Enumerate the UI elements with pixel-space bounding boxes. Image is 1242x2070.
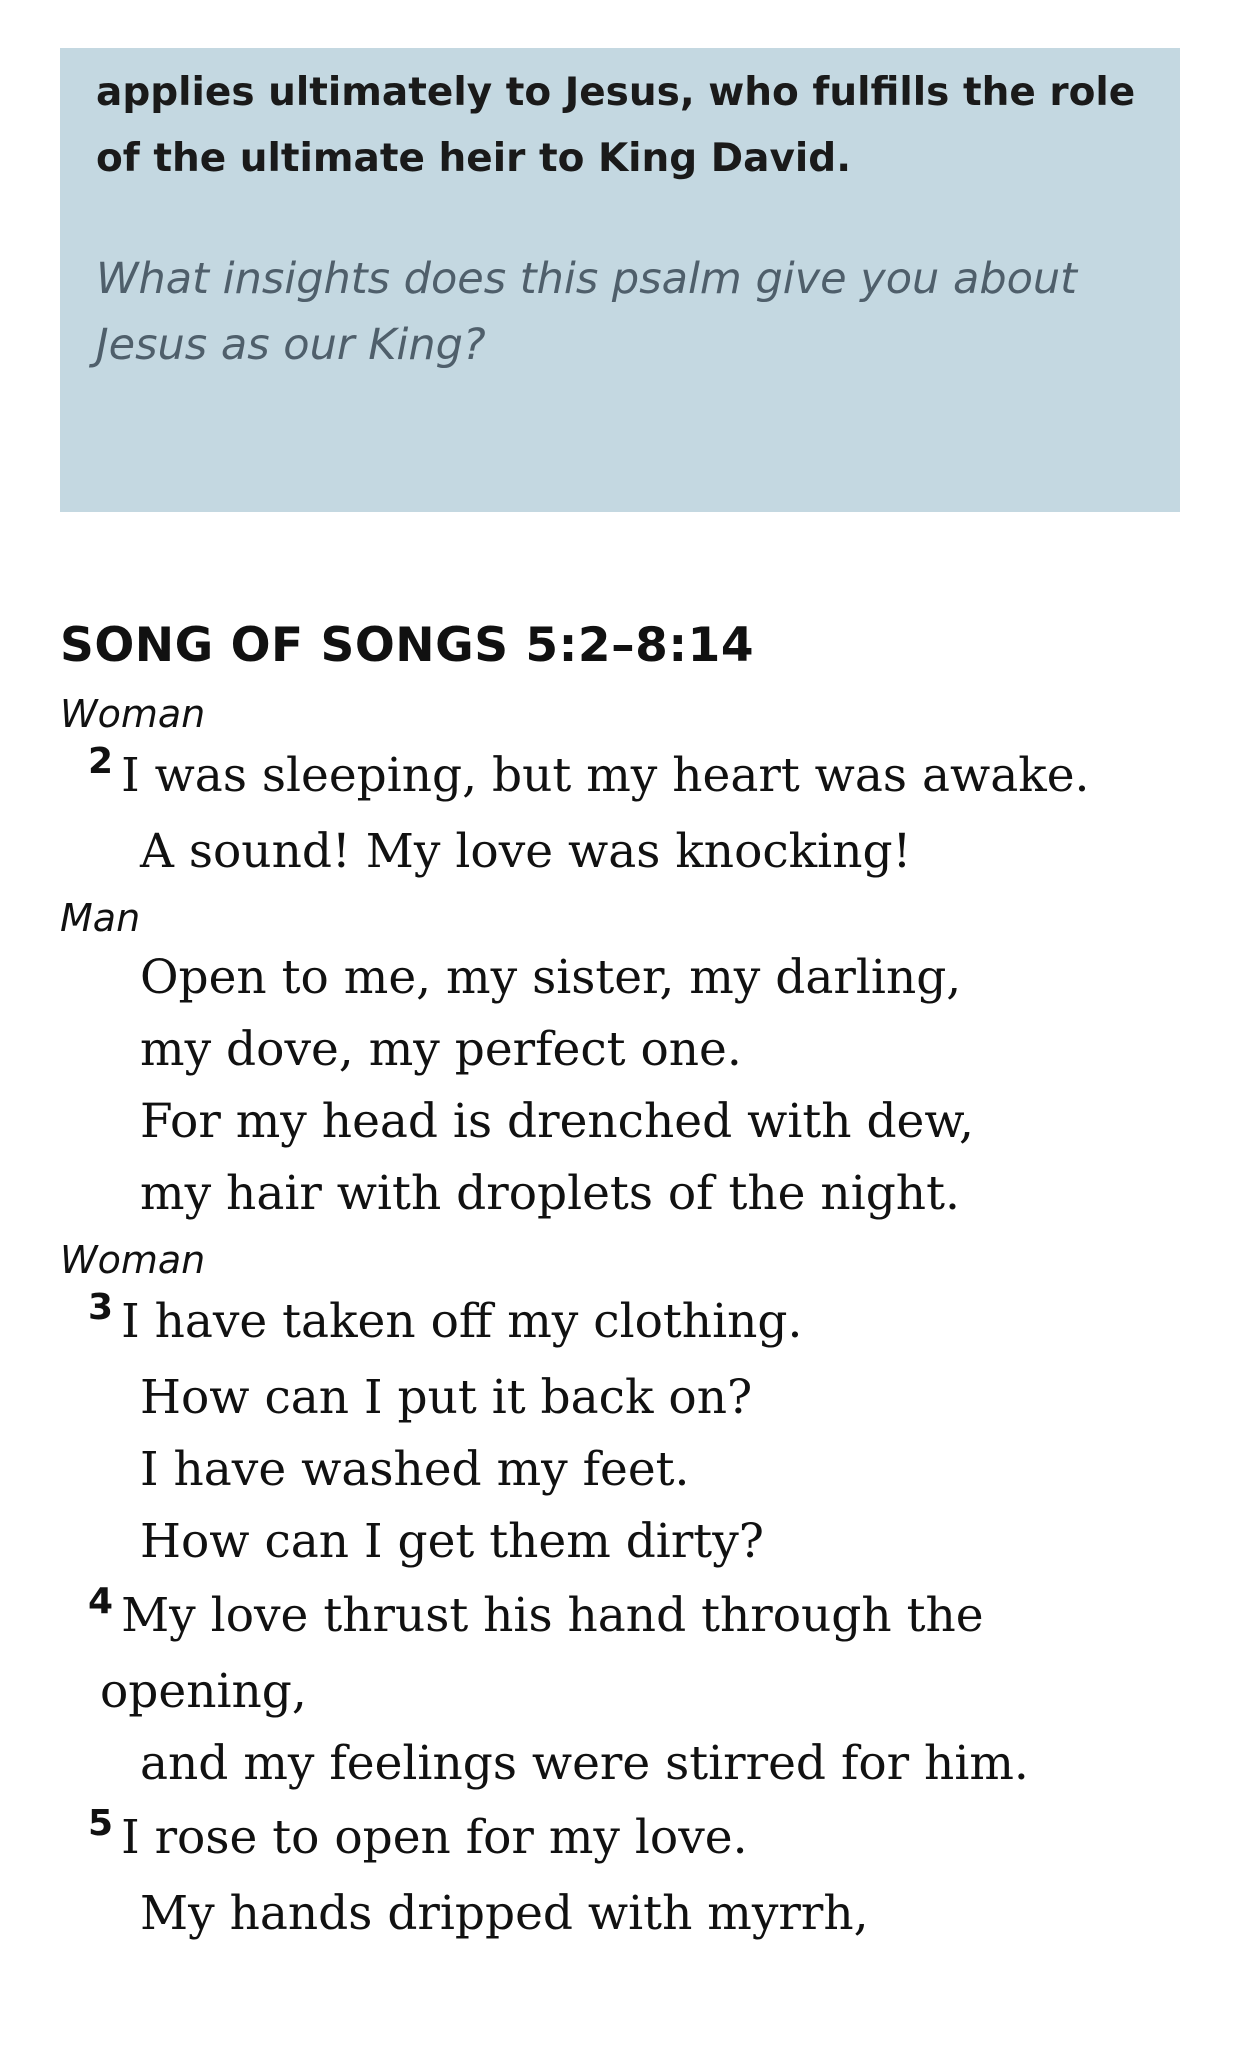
verse-number: 2 (88, 741, 114, 782)
verse-text: I have taken off my clothing. (121, 1294, 803, 1349)
verse-5 (60, 1802, 1180, 1878)
verse-line: How can I get them dirty? (140, 1514, 764, 1569)
verse-wrap: opening, (100, 1664, 307, 1719)
verse-line: my hair with droplets of the night. (140, 1166, 960, 1221)
verse-text: I rose to open for my love. (121, 1810, 748, 1865)
reading-page (60, 48, 1180, 1950)
verse-number: 5 (88, 1803, 114, 1844)
verse-4 (60, 1580, 1180, 1656)
verse-text: I was sleeping, but my heart was awake. (121, 748, 1090, 803)
verse-line: my dove, my perfect one. (140, 1022, 742, 1077)
section-title: SONG OF SONGS 5:2–8:14 (60, 618, 755, 673)
question-line: Jesus as our King? (96, 320, 486, 370)
verse-line: For my head is drenched with dew, (140, 1094, 974, 1149)
verse-3 (60, 1286, 1180, 1362)
verse-text: My love thrust his hand through the (121, 1588, 984, 1643)
verse-line: How can I put it back on? (140, 1370, 753, 1425)
verse-line: I have washed my feet. (140, 1442, 690, 1497)
callout-text (96, 60, 1144, 192)
verse-line: My hands dripped with myrrh, (140, 1886, 869, 1941)
verse-number: 3 (88, 1287, 114, 1328)
callout-line: of the ultimate heir to King David. (96, 136, 852, 181)
callout-line: applies ultimately to Jesus, who fulfills the role (96, 70, 1136, 115)
callout-question (96, 246, 1144, 378)
verse-number: 4 (88, 1581, 114, 1622)
verse-2 (60, 740, 1180, 816)
speaker-label: Man (60, 896, 141, 940)
verse-line: and my feelings were stirred for him. (140, 1736, 1029, 1791)
question-line: What insights does this psalm give you about (96, 254, 1078, 304)
speaker-label: Woman (60, 692, 206, 736)
verse-line: Open to me, my sister, my darling, (140, 950, 962, 1005)
verse-line: A sound! My love was knocking! (140, 824, 912, 879)
reflection-callout (60, 48, 1180, 512)
speaker-label: Woman (60, 1238, 206, 1282)
